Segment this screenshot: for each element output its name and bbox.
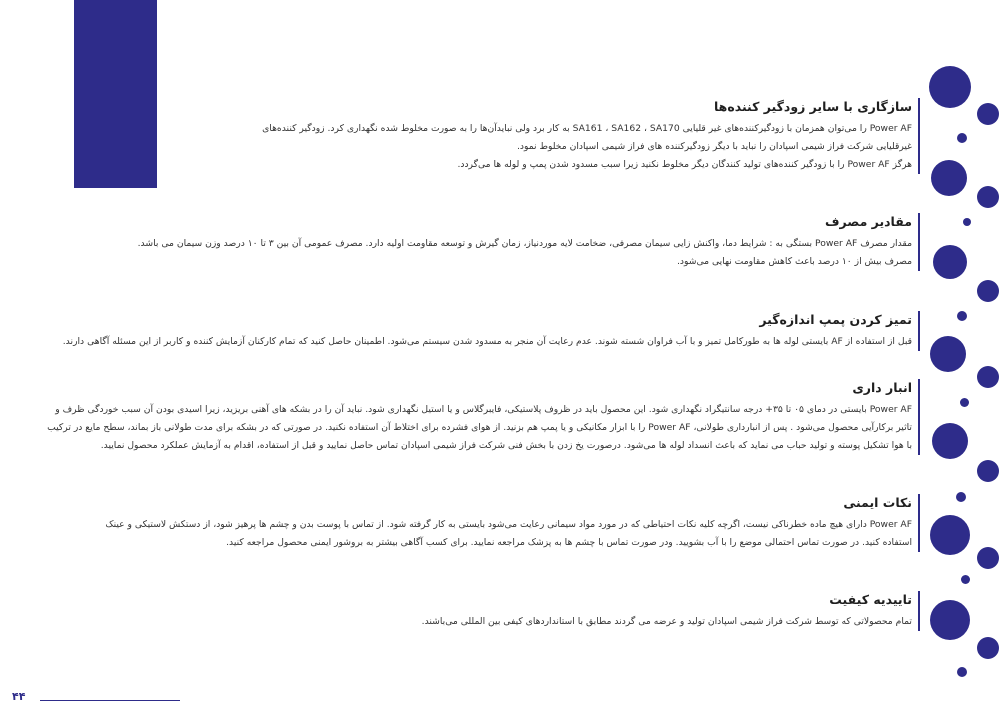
section-text-line: Power AF بایستی در دمای ۰۵ تا ۳۵+ درجه سانتیگراد نگهداری شود. این محصول باید در ظروف پلاستیکی، فایبرگلاس و یا استیل نگهداری شود. نباید آن را در بشکه های آهنی بریزید، زیرا اسیدی بودن آن سبب خوردگی ظرف و [55,404,912,415]
decorative-dot [957,667,967,677]
decorative-dot [977,280,999,302]
section-dosage [138,213,920,271]
decorative-dot [977,547,999,569]
section-title: مقادیر مصرف [824,214,912,229]
decorative-dot [977,103,999,125]
section-text-line: غیرقلیایی شرکت فراز شیمی اسپادان را نباید با دیگر زودگیرکننده های فراز شیمی اسپادان مخلوط نمود. [516,141,912,152]
section-text-line: استفاده کنید. در صورت تماس احتمالی موضع را با آب بشویید. ودر صورت تماس با چشم ها به پزشک مراجعه نمایید. برای کسب آگاهی بیشتر به بروشور ایمنی محصول مراجعه کنید. [226,537,912,548]
section-text-line: Power AF دارای هیچ ماده خطرناکی نیست، اگرچه کلیه نکات احتیاطی که در مورد مواد سیمانی رعایت می‌شود بایستی به کار گرفته شود. از تماس با پوست بدن و چشم ها پرهیز شود، از دستکش لاستیکی و عینک [105,519,912,530]
decorative-blue-bar [74,0,157,188]
decorative-dot [932,423,968,459]
section-text-line: تاثیر برکارآیی محصول می‌شود . پس از انبارداری طولانی، Power AF را با ابزار مکانیکی و یا پمپ هم بزنید. از هوای فشرده برای اختلاط آن استفاده نکنید. در صورتی که در بشکه برای مدت طولانی باز بماند، سطح مایع در ترکیب [47,422,912,433]
decorative-dot [930,336,966,372]
decorative-dot [957,133,967,143]
decorative-dot [956,492,966,502]
section-storage [47,379,920,455]
section-text-line: Power AF را می‌توان همزمان با زودگیرکننده‌های غیر قلیایی SA161 ، SA162 ، SA170 به کار برد ولی نبایدآن‌ها را به صورت مخلوط شده نگهداری کرد. زودگیر کننده‌های [262,123,912,134]
section-text-line: هرگز Power AF را با زودگیر کننده‌های تولید کنندگان دیگر مخلوط نکنید زیرا سبب مسدود شدن پمپ و لوله ها می‌گردد. [457,159,912,170]
section-title: تمیز کردن پمپ اندازه‌گیر [759,312,912,327]
section-title: تاییدیه کیفیت [829,592,912,607]
section-quality [422,591,920,631]
section-text-line: تمام محصولاتی که توسط شرکت فراز شیمی اسپادان تولید و عرضه می گردند مطابق با استانداردهای کیفی بین المللی می‌باشند. [421,616,912,627]
decorative-dot [960,398,969,407]
decorative-dot [957,311,967,321]
decorative-dot [930,515,970,555]
section-text-line: مقدار مصرف Power AF بستگی به : شرایط دما، واکنش زایی سیمان مصرفی، ضخامت لایه موردنیاز، زمان گیرش و توسعه مقاومت اولیه دارد. مصرف عمومی آن بین ۳ تا ۱۰ درصد وزن سیمان می باشد. [137,238,912,249]
section-pump-cleaning [63,311,920,351]
section-title: انبار داری [852,380,912,395]
decorative-dot [977,186,999,208]
decorative-dot [977,637,999,659]
decorative-dot [933,245,967,279]
section-text-line: مصرف بیش از ۱۰ درصد باعث کاهش مقاومت نهایی می‌شود. [676,256,912,267]
section-text-line: با هوا تشکیل پوسته و تولید حباب می نماید که باعث انسداد لوله ها می‌شود. درصورت یخ زدن با بخش فنی شرکت فراز شیمی اسپادان تماس حاصل نمایید و قبل از استفاده، اقدام به آزمایش عملکرد محصول نمایید. [100,440,912,451]
section-title: سازگاری با سایر زودگیر کننده‌ها [713,99,912,114]
decorative-dot [930,600,970,640]
section-text-line: قبل از استفاده از AF بایستی لوله ها به طورکامل تمیز و با آب فراوان شسته شوند. عدم رعایت آن منجر به مسدود شدن سیستم می‌شود. اطمینان حاصل کنید که تمام کارکنان آزمایش کننده و کاربر از این مسئله آگاهی دارند. [62,336,912,347]
page-number-rule [40,700,180,701]
section-safety [105,494,920,552]
decorative-dot [963,218,971,226]
decorative-dot [961,575,970,584]
section-compatibility [262,98,920,174]
decorative-dot [977,366,999,388]
decorative-dot [931,160,967,196]
page-number: ۴۴ [12,690,26,703]
section-title: نکات ایمنی [843,495,912,510]
decorative-dot [977,460,999,482]
decorative-dot [929,66,971,108]
